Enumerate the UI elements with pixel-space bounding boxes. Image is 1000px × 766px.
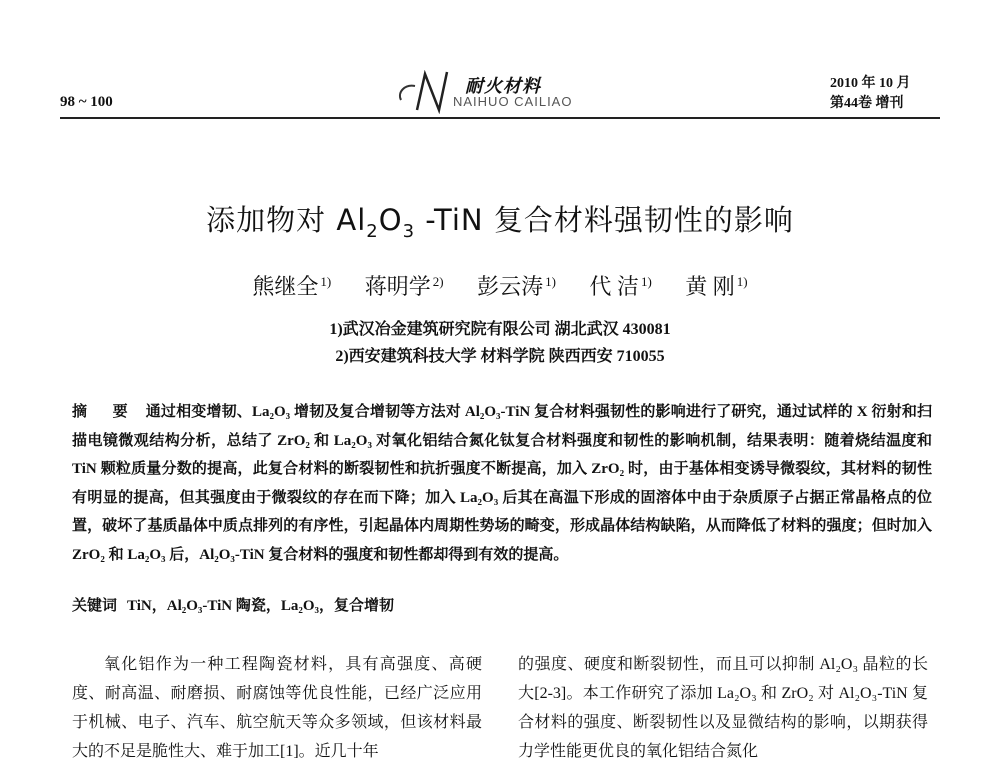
keywords-text: TiN，Al₂O₃-TiN 陶瓷，La₂O₃，复合增韧 — [127, 598, 395, 614]
issue-volume: 第44卷 增刊 — [830, 96, 904, 111]
body-column-right: 的强度、硬度和断裂韧性，而且可以抑制 Al₂O₃ 晶粒的长大[2-3]。本工作研究了添加 La₂O₃ 和 ZrO₂ 对 Al₂O₃-TiN 复合材料的强度、断裂韧性以及显微结构的影响，以期获得力学性能更优良的氧化铝结合氮化 — [518, 656, 928, 760]
abstract — [72, 397, 932, 569]
page-range: 98 ~ 100 — [60, 94, 113, 110]
journal-name-en: NAIHUO CAILIAO — [453, 94, 573, 109]
issue-info — [830, 74, 940, 114]
author: 彭云涛 $^{1)}$ — [477, 273, 556, 299]
journal-logo — [395, 70, 635, 114]
journal-name-cn: 耐火材料 — [465, 76, 541, 96]
header-rule — [60, 117, 940, 119]
abstract-text: 通过相变增韧、La₂O₃ 增韧及复合增韧等方法对 Al₂O₃-TiN 复合材料强韧性的影响进行了研究，通过试样的 X 衍射和扫描电镜微观结构分析，总结了 ZrO₂ 和 La₂O₃ 对氧化铝结合氮化钛复合材料强度和韧性的影响机制，结果表明：随着烧结温度和 TiN 颗粒质量分数的提高，此复合材料的断裂韧性和抗折强度不断提高，加入 ZrO₂ 时，由于基体相变诱导微裂纹，其材料的韧性有明显的提高，但其强度由于微裂纹的存在而下降；加入 La₂O₃ 后其在高温下形成的固溶体中由于杂质原子占据正常晶格点的位置，破坏了基质晶体中质点排列的有序性，引起晶体内周期性势场的畸变，形成晶体结构缺陷，从而降低了材料的强度；但时加入 ZrO₂ 和 La₂O₃ 后，Al₂O₃-TiN 复合材料的强度和韧性都却得到有效的提高。 — [72, 404, 932, 563]
keywords-label: 关键词 — [72, 596, 118, 614]
author: 蒋明学 $^{2)}$ — [364, 273, 444, 299]
body-column-left: 氧化铝作为一种工程陶瓷材料，具有高强度、高硬度、耐高温、耐磨损、耐腐蚀等优良性能，已经广泛应用于机械、电子、汽车、航空航天等众多领域，但该材料最大的不足是脆性大、难于加工[1]。近几十年 — [72, 656, 482, 760]
paper-title: 添加物对 $Al_2O_3$ -TiN 复合材料强韧性的影响 — [206, 203, 794, 242]
journal-logo-mark — [395, 70, 459, 114]
author: 代 洁 $^{1)}$ — [589, 273, 652, 299]
author-list — [0, 270, 1000, 301]
issue-date: 2010 年 10 月 — [830, 76, 911, 91]
author: 熊继全 $^{1)}$ — [252, 273, 332, 299]
keywords — [72, 594, 932, 615]
journal-header — [60, 70, 940, 120]
author: 黄 刚 $^{1)}$ — [685, 273, 748, 299]
affiliation: 1)武汉冶金建筑研究院有限公司 湖北武汉 430081 — [329, 321, 671, 338]
affiliation: 2)西安建筑科技大学 材料学院 陕西西安 710055 — [335, 348, 665, 365]
abstract-label: 摘 要 — [72, 402, 138, 420]
